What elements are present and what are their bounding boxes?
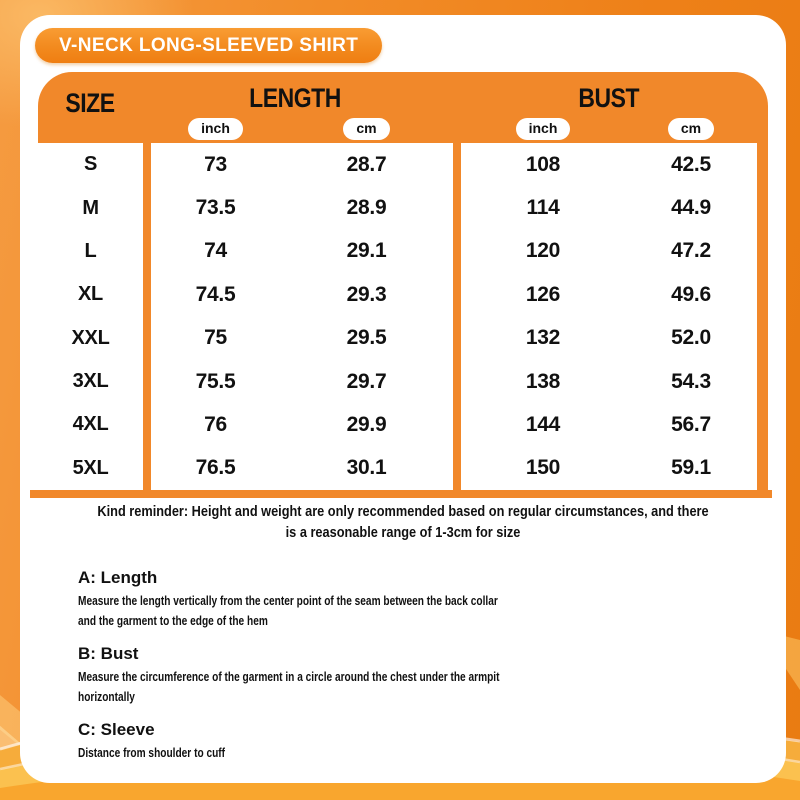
column-divider-length-bust (453, 143, 461, 490)
reminder-line-1: Kind reminder: Height and weight are only recommended based on regular circumstances, and there (97, 504, 709, 520)
size-cell: L (84, 239, 97, 262)
unit-pill-length-inch: inch (188, 118, 243, 140)
measurement-notes (78, 568, 718, 776)
length-cm-cell: 29.7 (346, 369, 387, 393)
bust-inch-cell: 120 (525, 239, 561, 263)
size-cell: M (82, 196, 99, 219)
size-cell: S (83, 153, 98, 176)
note-bust-line-1: Measure the circumference of the garment in a circle around the chest under the armpit (78, 669, 500, 684)
product-title: V-NECK LONG-SLEEVED SHIRT (59, 34, 359, 56)
bust-inch-cell: 126 (525, 282, 561, 306)
bust-cm-cell: 56.7 (671, 412, 711, 436)
length-cm-cell: 28.9 (346, 196, 387, 220)
unit-pill-length-cm: cm (343, 118, 389, 140)
size-cell: XL (78, 283, 103, 306)
bust-inch-cell: 114 (526, 196, 560, 220)
unit-pill-bust-cm: cm (668, 118, 714, 140)
reminder-line-2: is a reasonable range of 1-3cm for size (285, 525, 521, 541)
column-group-length (151, 72, 453, 114)
bust-cm-cell: 52.0 (671, 326, 711, 350)
length-header-label: LENGTH (249, 83, 341, 113)
unit-pill-bust-inch: inch (516, 118, 571, 140)
size-chart-card (20, 15, 786, 783)
length-inch-cell: 74 (204, 239, 227, 263)
length-inch-unit-wrap (151, 114, 302, 143)
size-header-label: SIZE (65, 88, 116, 118)
bust-header-label: BUST (578, 83, 640, 113)
note-sleeve-line-1: Distance from shoulder to cuff (78, 745, 226, 760)
bust-cm-cell: 49.6 (671, 282, 711, 306)
length-inch-cell: 73 (204, 152, 227, 176)
length-cm-unit-wrap (302, 114, 453, 143)
note-length (78, 568, 718, 631)
note-bust-line-2: horizontally (78, 689, 135, 704)
bust-cm-cell: 44.9 (671, 196, 711, 220)
length-cm-cell: 28.7 (346, 152, 387, 176)
length-cm-cell: 29.3 (346, 282, 387, 306)
note-length-line-2: and the garment to the edge of the hem (78, 613, 268, 628)
kind-reminder-text (20, 502, 786, 544)
table-header (38, 72, 768, 143)
bust-cm-cell: 47.2 (671, 239, 711, 263)
product-title-badge (35, 28, 382, 63)
size-cell: 5XL (72, 456, 109, 479)
size-table (38, 72, 768, 498)
note-sleeve (78, 720, 718, 763)
note-bust-heading: B: Bust (78, 644, 139, 663)
column-group-bust (461, 72, 757, 114)
column-divider-size-length (143, 143, 151, 490)
bust-inch-cell: 144 (525, 412, 561, 436)
length-cm-cell: 29.5 (346, 326, 387, 350)
note-sleeve-heading: C: Sleeve (78, 720, 155, 739)
length-unit-row (151, 114, 453, 143)
length-inch-cell: 73.5 (195, 196, 236, 220)
bust-unit-row (461, 114, 757, 143)
length-inch-cell: 75 (204, 326, 227, 350)
length-cm-cell: 30.1 (346, 456, 387, 480)
column-header-size (38, 72, 143, 143)
length-inch-cell: 76.5 (195, 456, 236, 480)
size-cell: 4XL (72, 413, 109, 436)
length-cm-cell: 29.1 (346, 239, 387, 263)
bust-inch-unit-wrap (461, 114, 609, 143)
bust-inch-cell: 132 (525, 326, 561, 350)
bust-inch-cell: 150 (525, 456, 561, 480)
bust-cm-cell: 54.3 (671, 369, 711, 393)
length-inch-cell: 74.5 (195, 282, 236, 306)
note-length-line-1: Measure the length vertically from the center point of the seam between the back collar (78, 593, 498, 608)
bust-inch-cell: 108 (525, 152, 561, 176)
note-bust (78, 644, 718, 707)
bust-cm-cell: 42.5 (671, 152, 711, 176)
size-cell: 3XL (72, 370, 109, 393)
length-inch-cell: 75.5 (195, 369, 236, 393)
bust-cm-cell: 59.1 (671, 456, 711, 480)
length-inch-cell: 76 (204, 412, 227, 436)
bust-cm-unit-wrap (609, 114, 757, 143)
size-cell: XXL (71, 326, 110, 349)
note-length-heading: A: Length (78, 568, 158, 587)
bust-inch-cell: 138 (525, 369, 561, 393)
length-cm-cell: 29.9 (346, 412, 387, 436)
table-bottom-border (30, 490, 772, 498)
